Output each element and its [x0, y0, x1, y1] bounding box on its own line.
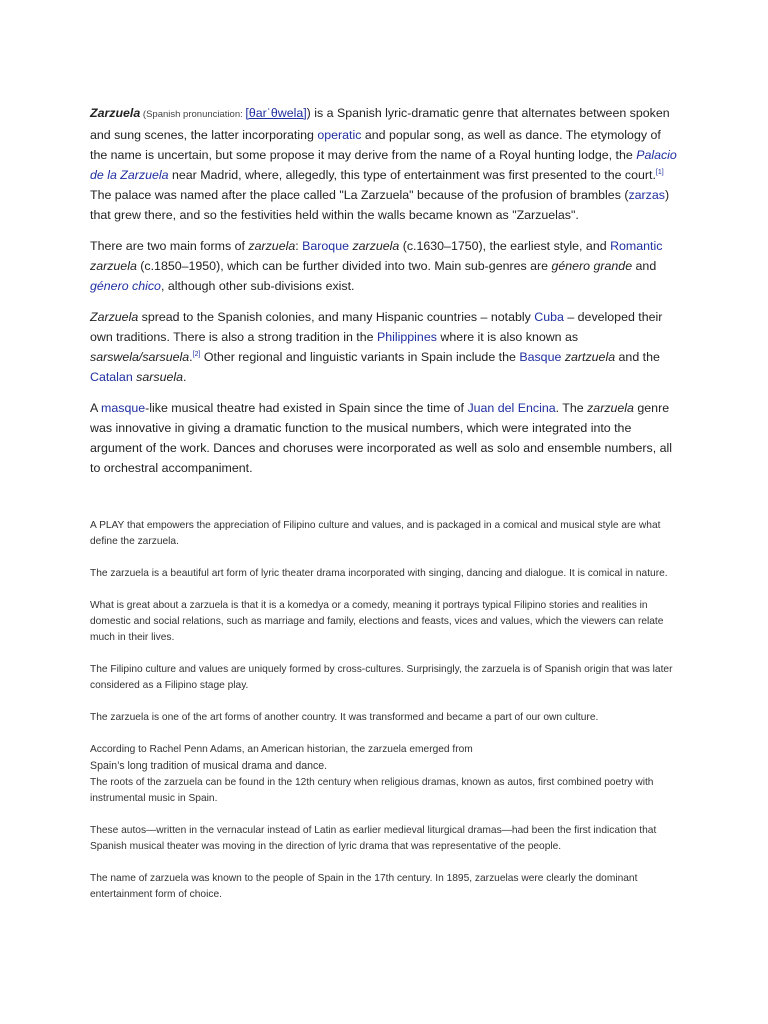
link-masque[interactable]: masque: [101, 401, 146, 415]
essay-paragraph: The name of zarzuela was known to the people of Spain in the 17th century. In 1895, zarzuelas were clearly the dominant entertainment form of choice.: [90, 873, 638, 900]
text-span: . The: [555, 401, 588, 415]
text-span: -like musical theatre had existed in Spain since the time of: [145, 401, 468, 415]
italic-term: sarswela/sarsuela: [90, 350, 190, 364]
link-cuba[interactable]: Cuba: [534, 310, 564, 324]
text-span: and the: [615, 350, 660, 364]
text-span: .: [189, 350, 193, 364]
paragraph-intro: [90, 103, 680, 225]
italic-term: zarzuela: [248, 239, 296, 253]
text-span: genre was innovative in giving a dramatic function to the musical numbers, which were integrated into the argument of the work. Dances and choruses were incorporated as well as solo and ensemble numbers, all to orchestral accompaniment.: [90, 401, 672, 475]
essay-section: [90, 518, 680, 903]
italic-term: Zarzuela: [90, 310, 139, 324]
italic-term: zarzuela: [587, 401, 634, 415]
essay-paragraph: A PLAY that empowers the appreciation of Filipino culture and values, and is packaged in a comical and musical style are what define the zarzuela.: [90, 520, 661, 547]
text-span: :: [295, 239, 303, 253]
ipa-link[interactable]: [θarˈθwela]: [245, 106, 307, 120]
text-span: .: [183, 370, 187, 384]
text-span: and popular song, as well as dance. The etymology of the name is uncertain, but some propose it may derive from the name of a Royal hunting lodge, the: [90, 128, 661, 162]
link-operatic[interactable]: operatic: [317, 128, 362, 142]
pronunciation-label: (Spanish pronunciation:: [140, 109, 246, 120]
paragraph-forms: [90, 236, 680, 296]
link-philippines[interactable]: Philippines: [376, 330, 437, 344]
italic-term: zarzuela: [352, 239, 400, 253]
text-span: The palace was named after the place called "La Zarzuela" because of the profusion of brambles (: [90, 188, 629, 202]
text-span: ) that grew there, and so the festivities held within the walls became known as "Zarzuelas".: [90, 188, 670, 222]
italic-term: sarsuela: [136, 370, 184, 384]
link-baroque[interactable]: Baroque: [302, 239, 349, 253]
article-title: Zarzuela: [90, 106, 141, 120]
essay-paragraph-origins: [90, 742, 680, 807]
paragraph-history: [90, 398, 680, 478]
text-span: , although other sub-divisions exist.: [160, 279, 355, 293]
text-span: spread to the Spanish colonies, and many Hispanic countries – notably: [138, 310, 535, 324]
reference-1[interactable]: [1]: [655, 168, 664, 176]
essay-paragraph: These autos—written in the vernacular instead of Latin as earlier medieval liturgical dramas—had been the first indication that Spanish musical theater was moving in the direction of lyric drama that was representative of the people.: [90, 825, 657, 852]
text-line: Spain’s long tradition of musical drama and dance.: [90, 760, 328, 772]
text-span: A: [90, 401, 102, 415]
text-line: The roots of the zarzuela can be found in the 12th century when religious dramas, known as autos, first combined poetry with instrumental music in Spain.: [90, 777, 654, 804]
essay-paragraph: The zarzuela is a beautiful art form of lyric theater drama incorporated with singing, dancing and dialogue. It is comical in nature.: [90, 568, 668, 579]
text-line: According to Rachel Penn Adams, an American historian, the zarzuela emerged from: [90, 744, 473, 755]
text-span: Other regional and linguistic variants in Spain include the: [200, 350, 520, 364]
text-span: and: [632, 259, 657, 273]
document-page: [90, 103, 680, 919]
wikipedia-excerpt: [90, 103, 680, 478]
link-catalan[interactable]: Catalan: [90, 370, 133, 384]
essay-paragraph: The Filipino culture and values are uniquely formed by cross-cultures. Surprisingly, the zarzuela is of Spanish origin that was later considered as a Filipino stage play.: [90, 664, 673, 691]
link-palacio-de-la-zarzuela[interactable]: Palacio de la Zarzuela: [90, 148, 677, 182]
text-span: – developed their own traditions. There is also a strong tradition in the: [90, 310, 663, 344]
text-span: ) is a Spanish lyric-dramatic genre that alternates between spoken and sung scenes, the latter incorporating: [90, 106, 670, 142]
text-span: near Madrid, where, allegedly, this type of entertainment was first presented to the court.: [168, 168, 656, 182]
essay-paragraph: The zarzuela is one of the art forms of another country. It was transformed and became a part of our own culture.: [90, 712, 599, 723]
paragraph-spread: [90, 307, 680, 387]
link-genero-chico[interactable]: género chico: [90, 279, 161, 293]
italic-term: zarzuela: [90, 259, 137, 273]
link-zarzas[interactable]: zarzas: [628, 188, 665, 202]
text-span: where it is also known as: [436, 330, 579, 344]
link-romantic[interactable]: Romantic: [610, 239, 663, 253]
link-basque[interactable]: Basque: [519, 350, 562, 364]
reference-2[interactable]: [2]: [192, 350, 201, 358]
link-juan-del-encina[interactable]: Juan del Encina: [467, 401, 556, 415]
text-span: (c.1630–1750), the earliest style, and: [399, 239, 611, 253]
italic-term-genero-grande: género grande: [551, 259, 633, 273]
italic-term: zartzuela: [564, 350, 616, 364]
essay-paragraph: What is great about a zarzuela is that it is a komedya or a comedy, meaning it portrays typical Filipino stories and realities in domestic and social relations, such as marriage and family, elections and feasts, vices and values, which the viewers can relate much in their lives.: [90, 600, 664, 643]
text-span: There are two main forms of: [90, 239, 249, 253]
text-span: (c.1850–1950), which can be further divided into two. Main sub-genres are: [136, 259, 552, 273]
